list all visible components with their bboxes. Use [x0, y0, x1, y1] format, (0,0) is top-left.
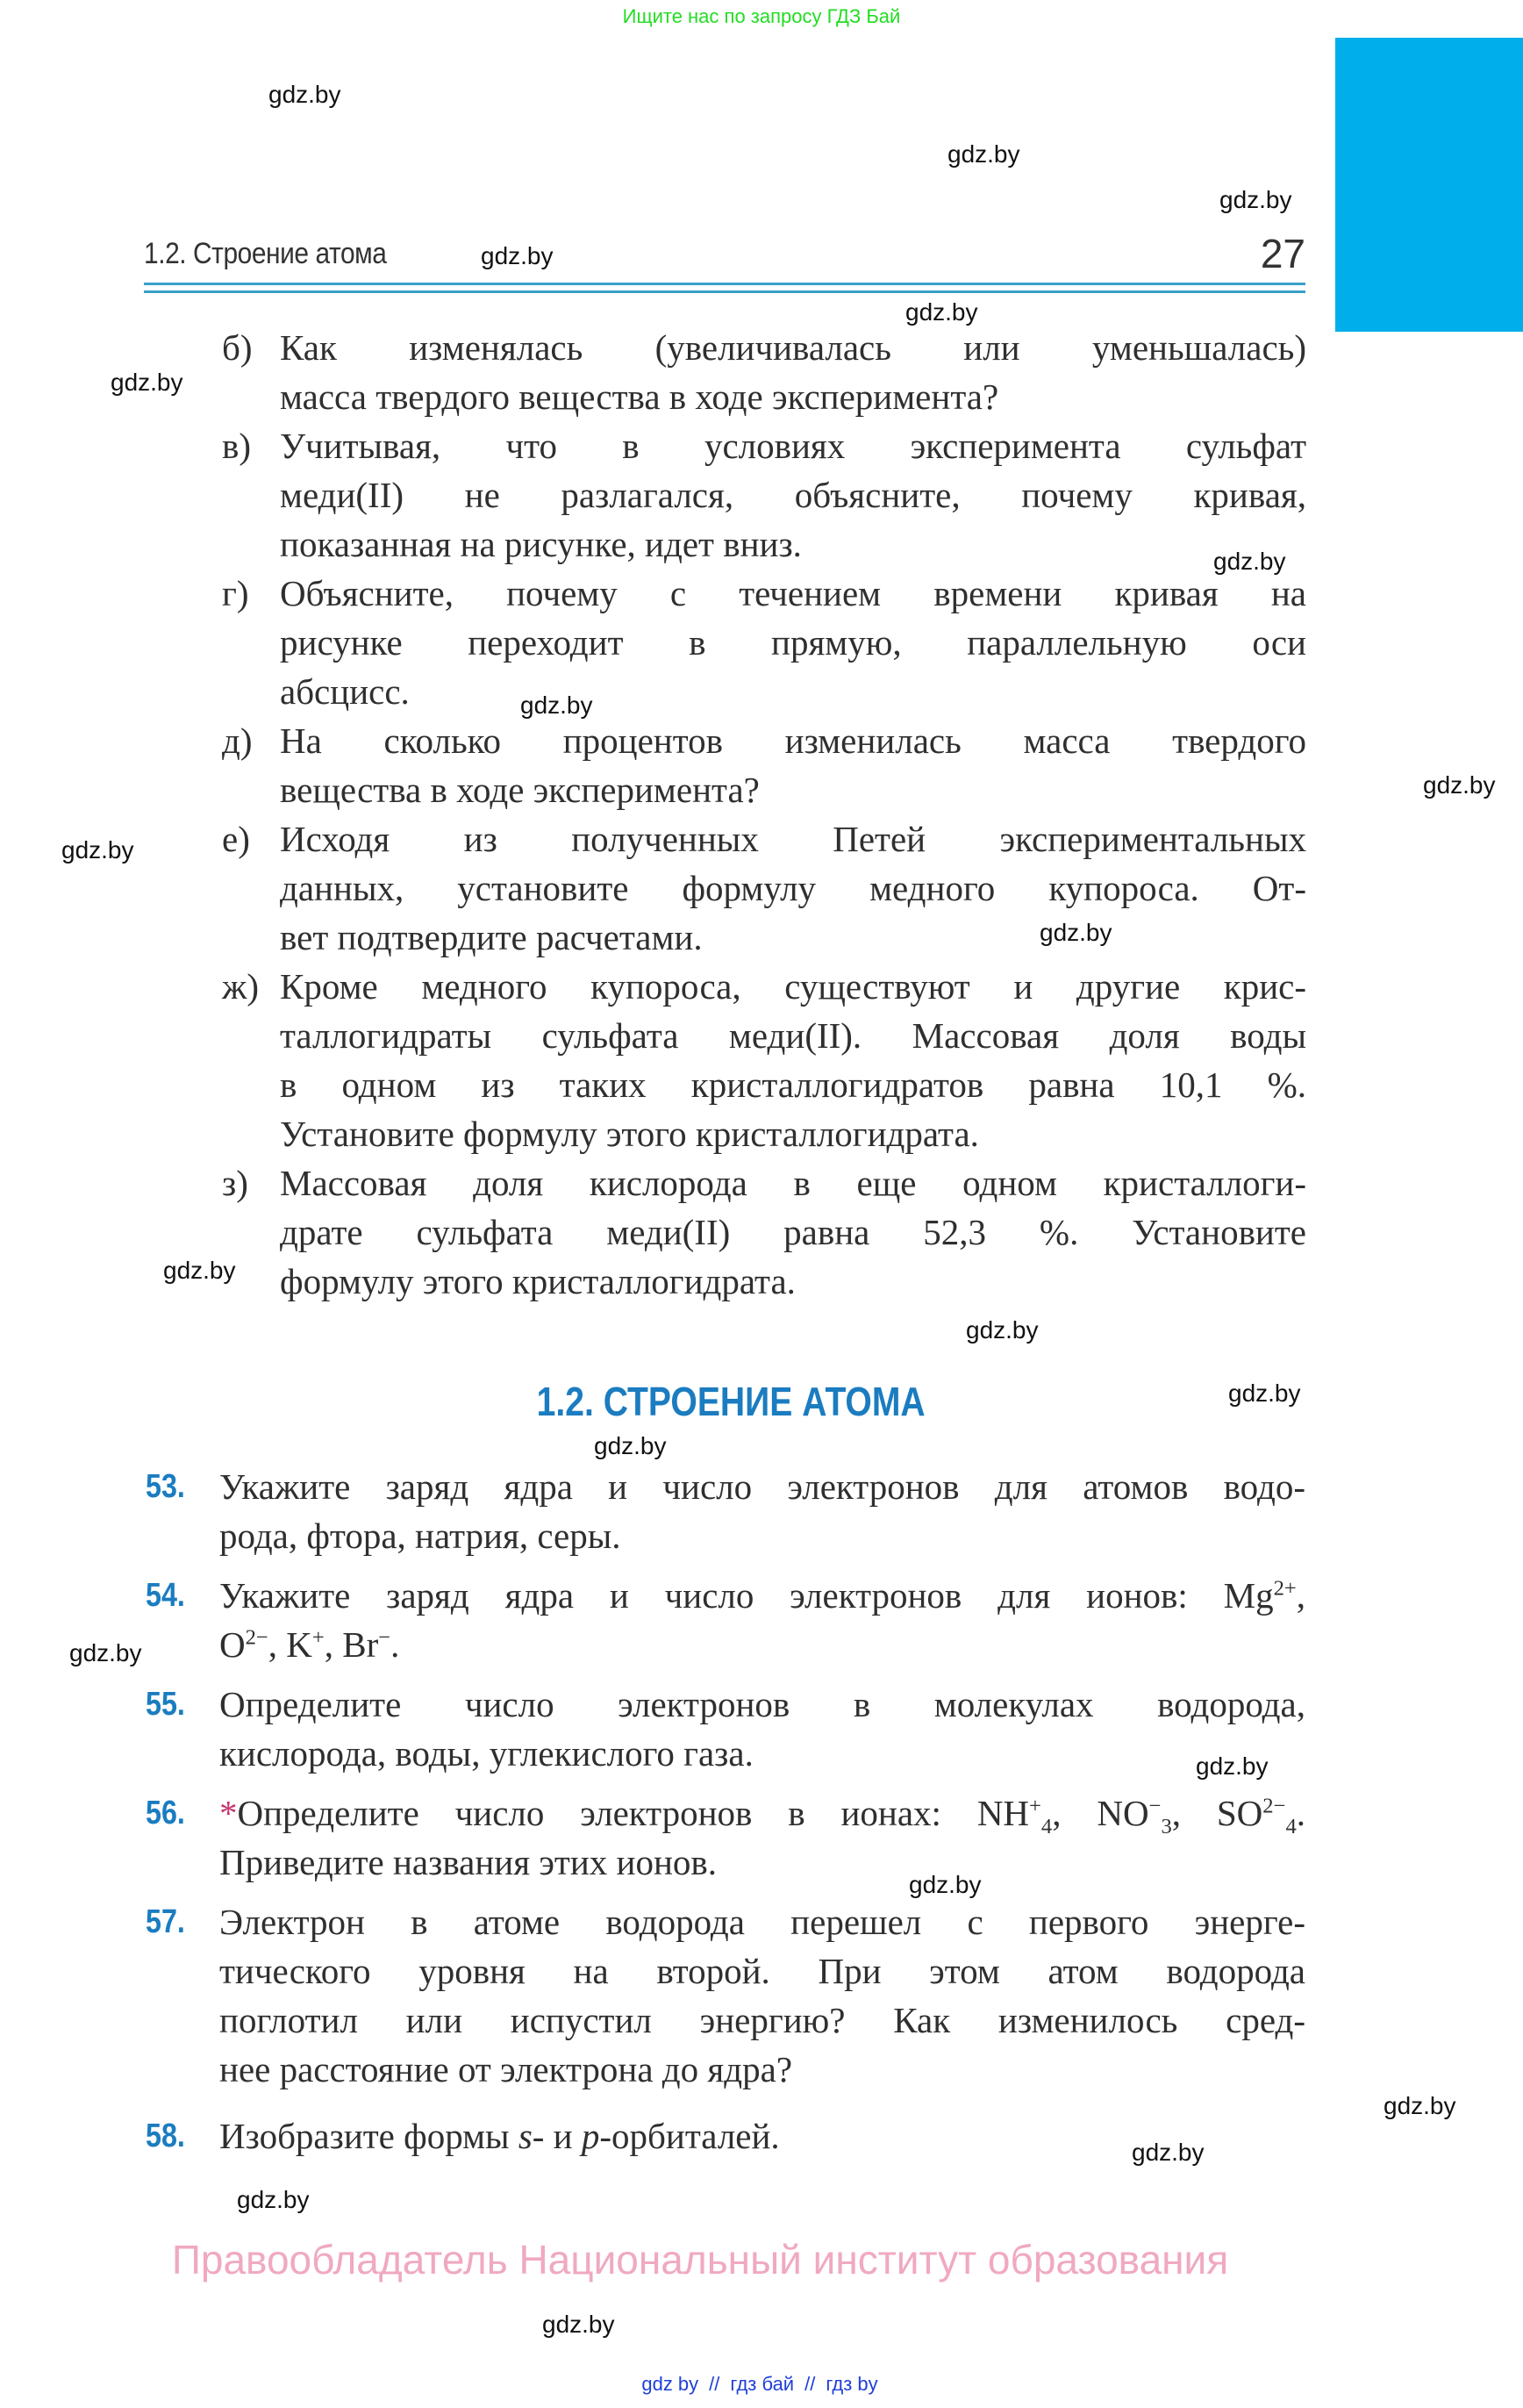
task-text: Укажите заряд ядра и число электронов для ионов: Mg — [219, 1575, 1274, 1616]
subitem-label: г) — [222, 573, 249, 613]
task-number: 57. — [146, 1903, 185, 1940]
text-line: Учитывая, что в условиях эксперимента сульфат — [280, 426, 1306, 466]
text-line: рисунке переходит в прямую, параллельную оси — [280, 622, 1306, 663]
ion-charge: 2+ — [1273, 1576, 1297, 1601]
task-number: 55. — [146, 1686, 185, 1723]
task-text: - и — [532, 2116, 582, 2156]
watermark: gdz.by — [1040, 919, 1112, 946]
watermark: gdz.by — [237, 2186, 310, 2213]
header-rule-top — [144, 283, 1305, 285]
text-line: Приведите названия этих ионов. — [219, 1842, 718, 1882]
watermark: gdz.by — [1228, 1380, 1301, 1407]
ion-charge: 2− — [245, 1625, 268, 1650]
ion-charge: − — [378, 1625, 391, 1650]
ion-subscript: 4 — [1285, 1815, 1297, 1839]
watermark: gdz.by — [1132, 2139, 1205, 2166]
watermark: gdz.by — [905, 298, 978, 326]
page-number: 27 — [1260, 231, 1305, 276]
text-line: $O^{2-}$, K+, Br−. — [219, 1624, 400, 1665]
ion-symbol: SO — [1216, 1793, 1263, 1833]
footer-link-gdz-by[interactable]: gdz by — [641, 2373, 699, 2395]
advanced-star-icon: * — [219, 1793, 238, 1833]
watermark: gdz.by — [520, 692, 593, 719]
task-number: 54. — [146, 1577, 185, 1614]
task-number: 53. — [146, 1468, 185, 1505]
text-line: На сколько процентов изменилась масса твердого — [280, 720, 1306, 761]
text-line: абсцисс. — [280, 671, 410, 712]
ion-charge: + — [1029, 1794, 1041, 1818]
text-line: Массовая доля кислорода в еще одном кристаллоги- — [280, 1163, 1306, 1203]
text-line: кислорода, воды, углекислого газа. — [219, 1733, 754, 1774]
text-line: меди(II) не разлагался, объясните, почему кривая, — [280, 475, 1306, 515]
watermark: gdz.by — [111, 369, 183, 396]
watermark: gdz.by — [268, 81, 341, 108]
ion-symbol: O — [219, 1624, 246, 1665]
ion-symbol: Br — [342, 1624, 379, 1665]
watermark: gdz.by — [1196, 1752, 1269, 1780]
watermark: gdz.by — [1213, 548, 1286, 575]
text-line: драте сульфата меди(II) равна 52,3 %. Установите — [280, 1212, 1306, 1252]
task-text: Изобразите формы — [219, 2116, 518, 2156]
text-line: тического уровня на второй. При этом атом водорода — [219, 1951, 1305, 1991]
running-header-title: 1.2. Строение атома — [144, 237, 387, 270]
watermark: gdz.by — [69, 1639, 142, 1666]
text-line: поглотил или испустил энергию? Как изменилось сред- — [219, 2000, 1305, 2040]
task-text: -орбиталей. — [599, 2116, 780, 2156]
subitem-label: з) — [222, 1163, 248, 1203]
footer-link-gdz-by-cyr[interactable]: гдз by — [826, 2373, 878, 2395]
ion-subscript: 4 — [1040, 1815, 1053, 1839]
watermark: gdz.by — [966, 1316, 1039, 1344]
footer-separator: // — [709, 2373, 720, 2395]
text-line: показанная на рисунке, идет вниз. — [280, 524, 802, 564]
ion-charge: 2− — [1262, 1794, 1286, 1818]
watermark: gdz.by — [594, 1432, 667, 1459]
text-line: Как изменялась (увеличивалась или уменьшалась) — [280, 327, 1306, 368]
orbital-p: p — [581, 2116, 600, 2156]
ion-symbol: K — [286, 1624, 312, 1665]
text-line: формулу этого кристаллогидрата. — [280, 1261, 796, 1301]
ion-symbol: NH — [976, 1793, 1030, 1833]
subitem-label: е) — [222, 819, 250, 859]
watermark: gdz.by — [542, 2311, 615, 2338]
ion-symbol: NO — [1097, 1793, 1149, 1833]
text-line: данных, установите формулу медного купороса. От- — [280, 868, 1306, 908]
subitem-label: в) — [222, 426, 252, 466]
text-line: *Определите число электронов в ионах: $NH^+_4$, $NO^-_3$, $SO^{2-}_4$. — [219, 1793, 1305, 1839]
text-line: Кроме медного купороса, существуют и другие крис- — [280, 966, 1306, 1007]
watermark: gdz.by — [1219, 186, 1292, 213]
top-banner[interactable]: Ищите нас по запросу ГДЗ Бай — [622, 5, 901, 27]
footer-separator: // — [804, 2373, 816, 2395]
text-line: Определите число электронов в молекулах водорода, — [219, 1684, 1305, 1724]
text-line: Установите формулу этого кристаллогидрата. — [280, 1114, 979, 1154]
ion-charge: + — [311, 1625, 325, 1650]
ion-subscript: 3 — [1161, 1815, 1172, 1839]
task-text: Определите число электронов в ионах: — [237, 1793, 977, 1833]
ion-charge: − — [1148, 1794, 1162, 1818]
watermark: gdz.by — [909, 1871, 982, 1898]
text-line: вет подтвердите расчетами. — [280, 917, 703, 957]
task-number: 58. — [146, 2118, 185, 2154]
subitem-label: ж) — [222, 966, 259, 1007]
text-line: Исходя из полученных Петей экспериментальных — [280, 819, 1306, 859]
text-line: Объясните, почему с течением времени кривая на — [280, 573, 1306, 613]
copyright-notice: Правообладатель Национальный институт образования — [171, 2237, 1229, 2283]
watermark: gdz.by — [947, 140, 1020, 168]
watermark: gdz.by — [1384, 2092, 1456, 2119]
text-line: Укажите заряд ядра и число электронов для атомов водо- — [219, 1466, 1305, 1507]
section-title: 1.2. СТРОЕНИЕ АТОМА — [536, 1379, 926, 1424]
footer-links — [0, 2373, 1523, 2396]
footer-link-gdz-bai[interactable]: гдз бай — [730, 2373, 795, 2395]
text-line: масса твердого вещества в ходе эксперимента? — [280, 376, 999, 417]
orbital-s: s — [518, 2116, 533, 2156]
text-line: Укажите заряд ядра и число электронов для ионов: $Mg^{2+}$, — [219, 1575, 1305, 1616]
subitem-label: б) — [222, 327, 253, 368]
header-rule-bottom — [144, 290, 1305, 293]
text-line: в одном из таких кристаллогидратов равна 10,1 %. — [280, 1064, 1306, 1105]
watermark: gdz.by — [61, 836, 134, 864]
text-line: вещества в ходе эксперимента? — [280, 770, 760, 810]
text-line: таллогидраты сульфата меди(II). Массовая доля воды — [280, 1015, 1306, 1056]
task-number: 56. — [146, 1795, 185, 1831]
watermark: gdz.by — [163, 1257, 236, 1284]
watermark: gdz.by — [481, 242, 554, 269]
watermark: gdz.by — [1423, 771, 1496, 799]
chapter-tab-marker — [1335, 38, 1523, 332]
text-line: рода, фтора, натрия, серы. — [219, 1516, 621, 1556]
text-line: Электрон в атоме водорода перешел с первого энерге- — [219, 1902, 1305, 1942]
text-line: нее расстояние от электрона до ядра? — [219, 2049, 793, 2089]
subitem-label: д) — [222, 720, 253, 761]
